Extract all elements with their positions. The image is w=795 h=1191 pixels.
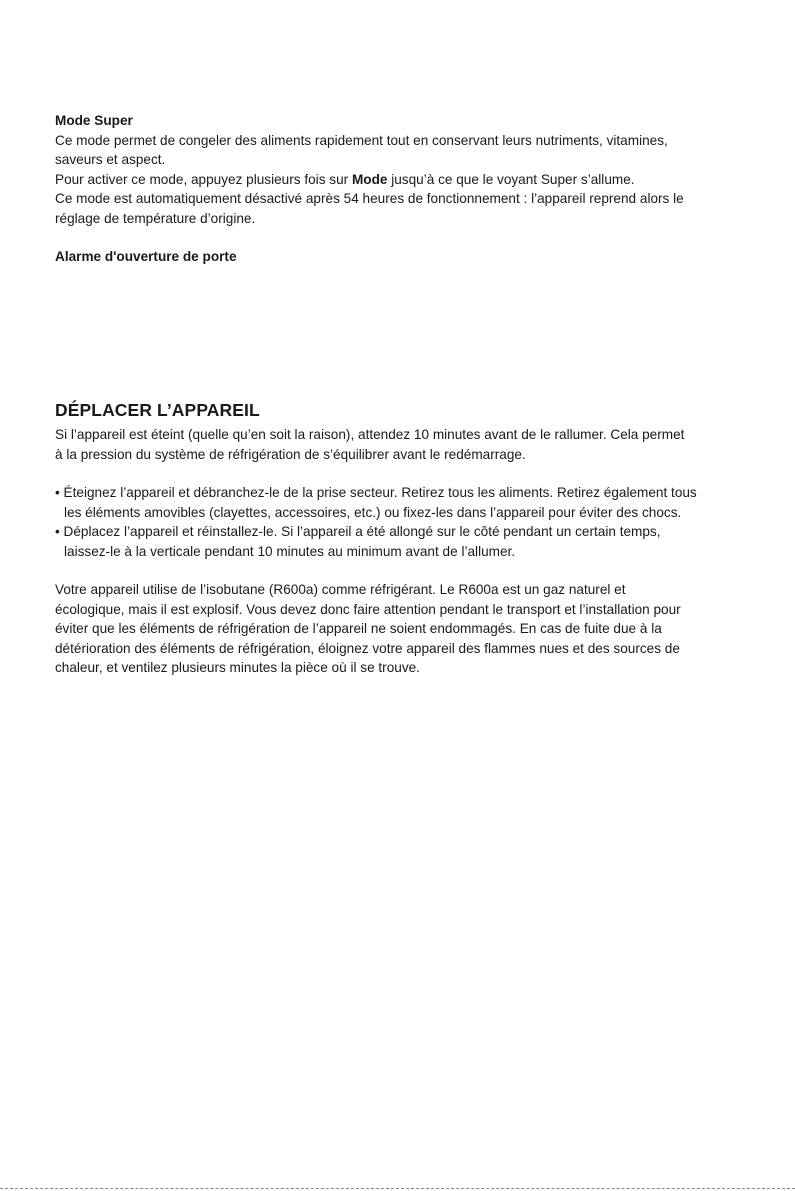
refrigerant-line-3: éviter que les éléments de réfrigération de l’appareil ne soient endommagés. En cas de fuite due à la bbox=[55, 621, 662, 636]
refrigerant-line-4: détérioration des éléments de réfrigération, éloignez votre appareil des flammes nues et des sources de bbox=[55, 640, 680, 656]
door-alarm-title: Alarme d'ouverture de porte bbox=[55, 249, 237, 264]
bullet-2-line-2: laissez-le à la verticale pendant 10 minutes au minimum avant de l’allumer. bbox=[64, 543, 516, 559]
mode-super-line-1: Ce mode permet de congeler des aliments rapidement tout en conservant leurs nutriments, vitamines, bbox=[55, 132, 668, 148]
moving-intro-line-2: à la pression du système de réfrigération de s’équilibrer avant le redémarrage. bbox=[55, 446, 526, 462]
moving-intro-line-1: Si l’appareil est éteint (quelle qu’en soit la raison), attendez 10 minutes avant de le rallumer. Cela permet bbox=[55, 427, 685, 442]
bullet-1-line-2: les éléments amovibles (clayettes, accessoires, etc.) ou fixez-les dans l’appareil pour éviter des chocs. bbox=[64, 504, 682, 520]
mode-keyword: Mode bbox=[351, 171, 388, 187]
refrigerant-line-1: Votre appareil utilise de l’isobutane (R600a) comme réfrigérant. Le R600a est un gaz naturel et bbox=[55, 582, 626, 597]
mode-super-title: Mode Super bbox=[55, 113, 133, 128]
moving-bullets bbox=[55, 483, 745, 561]
refrigerant-line-5: chaleur, et ventilez plusieurs minutes la pièce où il se trouve. bbox=[55, 660, 420, 675]
mode-super-line-2: saveurs et aspect. bbox=[55, 152, 166, 167]
mode-super-line-3 bbox=[55, 170, 745, 190]
mode-super-section bbox=[55, 111, 745, 228]
mode-super-line-4: Ce mode est automatiquement désactivé après 54 heures de fonctionnement : l’appareil reprend alors le bbox=[55, 191, 684, 206]
refrigerant-paragraph bbox=[55, 580, 745, 678]
refrigerant-line-2: écologique, mais il est explosif. Vous devez donc faire attention pendant le transport et l’installation pour bbox=[55, 601, 681, 617]
bullet-2-line-1: • Déplacez l’appareil et réinstallez-le. Si l’appareil a été allongé sur le côté pendant un certain temps, bbox=[55, 524, 661, 539]
mode-super-line-5: réglage de température d’origine. bbox=[55, 210, 256, 226]
bullet-1-line-1: • Éteignez l’appareil et débranchez-le de la prise secteur. Retirez tous les aliments. Retirez également tous bbox=[55, 485, 697, 500]
moving-intro bbox=[55, 425, 745, 464]
moving-title: DÉPLACER L’APPAREIL bbox=[55, 400, 260, 420]
page-bottom-border bbox=[0, 1188, 795, 1189]
mode-super-line-3-pre: Pour activer ce mode, appuyez plusieurs fois sur bbox=[55, 171, 352, 187]
mode-super-line-3-post: jusqu’à ce que le voyant Super s’allume. bbox=[387, 171, 635, 187]
